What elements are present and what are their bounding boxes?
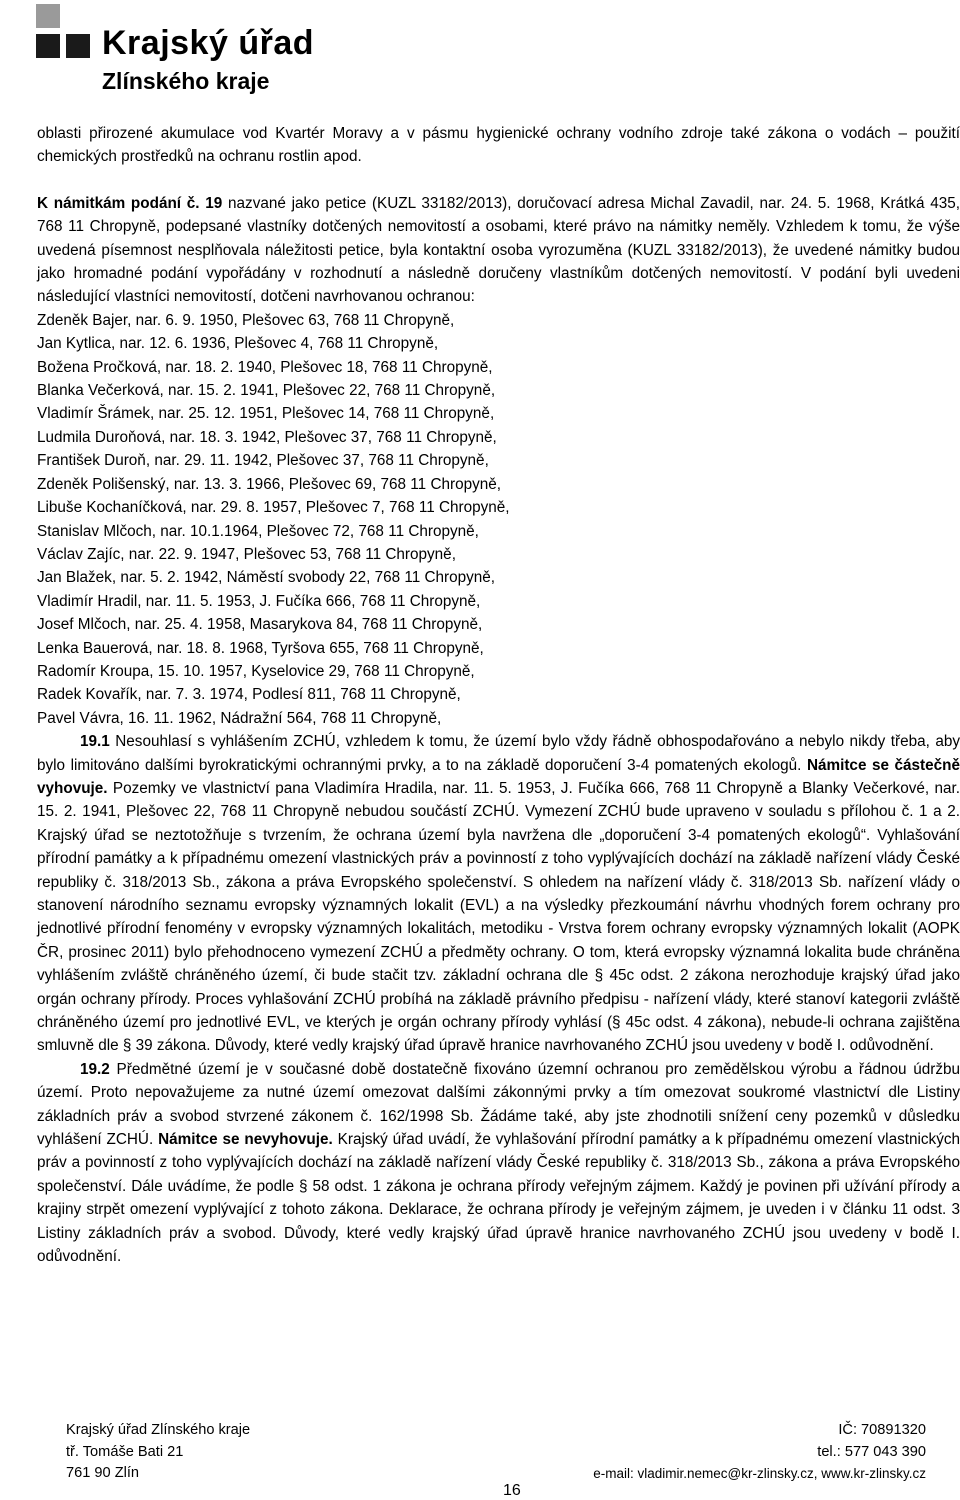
objection-text: nazvané jako petice (KUZL 33182/2013), doručovací adresa Michal Zavadil, nar. 24. 5. 1968, Krátká 435, 768 11 Chropyně, podepsané vlastníky dotčených nemovitostí a osobami, které právo na námitky neměly. Vzhledem k tomu, že výše uvedená písemnost nesplňovala náležitosti petice, byla kontaktní osoba vyrozuměna (KUZL 33182/2013), že uvedené námitky budou jako hromadné podání vypořádány v rozhodnutí a následně doručeny vlastníkům dotčených nemovitostí. V podání byli uvedeni následující vlastníci nemovitostí, dotčeni navrhovanou ochranou:: [37, 194, 960, 306]
owner-item: Libuše Kochaníčková, nar. 29. 8. 1957, Plešovec 7, 768 11 Chropyně,: [37, 499, 510, 517]
owner-item: Božena Pročková, nar. 18. 2. 1940, Plešovec 18, 768 11 Chropyně,: [37, 358, 493, 376]
logo-title: Krajský úřad: [102, 24, 314, 62]
response-19-2-claim: Předmětné území je v současné době dostatečně fixováno územní ochranou pro zemědělskou výrobu a řádnou údržbu území. Proto nepovažujeme za nutné území omezovat dalšími zákonnými prvky a tím omezovat soukromé vlastnictví dle Listiny základních práv a svobod stvrzené zákonem č. 162/1998 Sb. Žádáme také, aby jste zhodnotili snížení ceny pozemků v důsledku vyhlášení ZCHÚ.: [37, 1060, 960, 1149]
owners-list: [37, 309, 960, 730]
owner-item: Ludmila Duroňová, nar. 18. 3. 1942, Plešovec 37, 768 11 Chropyně,: [37, 428, 497, 446]
footer-email-web: e-mail: vladimir.nemec@kr-zlinsky.cz, www.kr-zlinsky.cz: [593, 1466, 926, 1481]
page-footer: [66, 1420, 926, 1490]
footer-ic: IČ: 70891320: [838, 1422, 926, 1438]
owner-item: Vladimír Hradil, nar. 11. 5. 1953, J. Fučíka 666, 768 11 Chropyně,: [37, 592, 481, 610]
footer-street: tř. Tomáše Bati 21: [66, 1443, 184, 1460]
owner-item: Vladimír Šrámek, nar. 25. 12. 1951, Plešovec 14, 768 11 Chropyně,: [37, 405, 495, 423]
krajsky-urad-logo: [36, 4, 336, 104]
objection-paragraph: [37, 192, 960, 309]
intro-paragraph: oblasti přirozené akumulace vod Kvartér Moravy a v pásmu hygienické ochrany vodního zdroje také zákona o vodách – použití chemických prostředků na ochranu rostlin apod.: [37, 125, 960, 166]
owner-item: Pavel Vávra, 16. 11. 1962, Nádražní 564, 768 11 Chropyně,: [37, 709, 442, 727]
section-number-19-1: 19.1: [80, 733, 110, 751]
owner-item: Radomír Kroupa, 15. 10. 1957, Kyselovice 29, 768 11 Chropyně,: [37, 662, 475, 680]
logo-subtitle: Zlínského kraje: [102, 68, 270, 94]
response-19-1: [37, 730, 960, 1058]
footer-tel: tel.: 577 043 390: [817, 1443, 926, 1460]
response-19-1-reasoning: Pozemky ve vlastnictví pana Vladimíra Hradila, nar. 11. 5. 1953, J. Fučíka 666, 768 11 Chropyně a Blanky Večerkové, nar. 15. 2. 1941, Plešovec 22, 768 11 Chropyně nebudou součástí ZCHÚ. Vymezení ZCHÚ bude upraveno v souladu s přílohou č. 1 a 2. Krajský úřad se neztotožňuje s tvrzením, že ochrana území byla navržena dle „doporučení 3-4 pomatených ekologů“. Vyhlašování přírodní památky a k případnému omezení vlastnických práv a povinností z toho vyplývajících dochází na základě nařízení vlády České republiky č. 318/2013 Sb., zákona a práva Evropského společenství. S ohledem na nařízení vlády č. 318/2013 Sb. nařízení vlády o stanovení národního seznamu evropsky významných lokalit (EVL) a na výsledky přezkoumání návrhu vhodných forem ochrany pro jednotlivé přírodní fenomény v evropsky významných lokalitách, metodiku - Vrstva forem ochrany evropsky významných lokalit (AOPK ČR, prosinec 2011) bylo přehodnoceno vymezení ZCHÚ a předměty ochrany. O tom, která evropsky významná lokalita bude chráněna vyhlášením zvláště chráněného území, či bude stačit tzv. základní ochrana dle § 45c odst. 2 zákona nerozhoduje krajský úřad jako orgán ochrany přírody. Proces vyhlašování ZCHÚ probíhá na základě právního předpisu - nařízení vlády, které stanoví kategorii zvláště chráněného území pro jednotlivé EVL, ve kterých je orgán ochrany přírody vyhlásí (§ 45c odst. 4 zákona), nebude-li ochrana zajištěna smluvně dle § 39 zákona. Důvody, které vedly krajský úřad úpravě hranice navrhovaného ZCHÚ jsou uvedeny v bodě I. odůvodnění.: [37, 779, 960, 1055]
page-number: 16: [503, 1482, 521, 1499]
footer-org: Krajský úřad Zlínského kraje: [66, 1422, 251, 1438]
logo-square-black-left: [36, 34, 60, 58]
owner-item: Stanislav Mlčoch, nar. 10.1.1964, Plešovec 72, 768 11 Chropyně,: [37, 522, 479, 540]
owner-item: Jan Blažek, nar. 5. 2. 1942, Náměstí svobody 22, 768 11 Chropyně,: [37, 569, 496, 587]
response-19-1-verdict: Námitce se částečně vyhovuje.: [37, 756, 960, 797]
owner-item: František Duroň, nar. 29. 11. 1942, Plešovec 37, 768 11 Chropyně,: [37, 452, 489, 470]
owner-item: Zdeněk Polišenský, nar. 13. 3. 1966, Plešovec 69, 768 11 Chropyně,: [37, 475, 502, 493]
owner-item: Jan Kytlica, nar. 12. 6. 1936, Plešovec 4, 768 11 Chropyně,: [37, 335, 439, 353]
owner-item: Zdeněk Bajer, nar. 6. 9. 1950, Plešovec 63, 768 11 Chropyně,: [37, 311, 455, 329]
logo-square-gray: [36, 4, 60, 28]
response-19-2: [37, 1058, 960, 1269]
objection-lead: K námitkám podání č. 19: [37, 194, 223, 212]
footer-address: [66, 1420, 250, 1485]
response-19-2-verdict: Námitce se nevyhovuje.: [158, 1131, 333, 1149]
owner-item: Josef Mlčoch, nar. 25. 4. 1958, Masarykova 84, 768 11 Chropyně,: [37, 616, 483, 634]
owner-item: Radek Kovařík, nar. 7. 3. 1974, Podlesí 811, 768 11 Chropyně,: [37, 686, 461, 704]
owner-item: Lenka Bauerová, nar. 18. 8. 1968, Tyršova 655, 768 11 Chropyně,: [37, 639, 484, 657]
section-number-19-2: 19.2: [80, 1060, 110, 1078]
document-body: [37, 122, 960, 1269]
response-19-2-reasoning: Krajský úřad uvádí, že vyhlašování přírodní památky a k případnému omezení vlastnických práv a povinností z toho vyplývajících dochází na základě nařízení vlády České republiky č. 318/2013 Sb., zákona a práva Evropského společenství. Dále uvádíme, že podle § 58 odst. 1 zákona je ochrana přírody veřejným zájmem. Každý je povinen při užívání přírody a krajiny strpět omezení vyplývající z tohoto zákona. Deklarace, že ochrana přírody je veřejným zájmem, je uveden i v článku 11 odst. 3 Listiny základních práv a svobod. Důvody, které vedly krajský úřad úpravě hranice navrhovaného ZCHÚ jsou uvedeny v bodě I. odůvodnění.: [37, 1131, 960, 1266]
footer-city: 761 90 Zlín: [66, 1465, 140, 1481]
owner-item: Václav Zajíc, nar. 22. 9. 1947, Plešovec 53, 768 11 Chropyně,: [37, 545, 456, 563]
footer-contact: [593, 1420, 926, 1486]
owner-item: Blanka Večerková, nar. 15. 2. 1941, Plešovec 22, 768 11 Chropyně,: [37, 382, 496, 400]
logo-square-black-right: [66, 34, 90, 58]
response-19-1-claim: Nesouhlasí s vyhlášením ZCHÚ, vzhledem k tomu, že území bylo vždy řádně obhospodařováno a nebylo nikdy třeba, aby bylo limitováno dalšími byrokratickými ochrannými prvky, a to na základě doporučení 3-4 pomatených ekologů.: [37, 733, 960, 774]
paragraph-spacer: [37, 169, 960, 192]
